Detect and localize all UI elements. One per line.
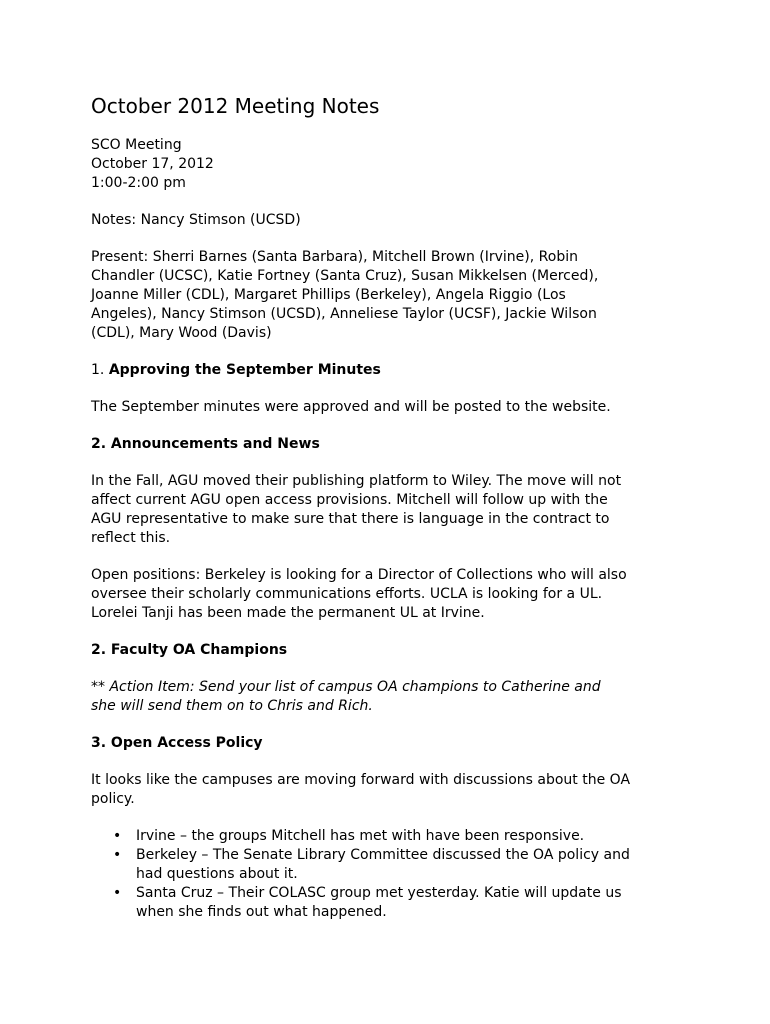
paragraph-line: The September minutes were approved and will be posted to the website. (91, 399, 611, 415)
attendees-line: (CDL), Mary Wood (Davis) (91, 325, 272, 341)
paragraph-line: It looks like the campuses are moving forward with discussions about the OA (91, 772, 631, 788)
action-item-line: she will send them on to Chris and Rich. (91, 698, 373, 714)
announcements-paragraph-agu (91, 472, 691, 548)
paragraph-line: affect current AGU open access provisions. Mitchell will follow up with the (91, 492, 608, 508)
attendees-line: Present: Sherri Barnes (Santa Barbara), Mitchell Brown (Irvine), Robin (91, 249, 578, 265)
action-item-line: ** Action Item: Send your list of campus OA champions to Catherine and (91, 679, 601, 695)
document-title: October 2012 Meeting Notes (91, 94, 380, 118)
list-item-line: Berkeley – The Senate Library Committee discussed the OA policy and (136, 847, 630, 863)
paragraph-line: oversee their scholarly communications efforts. UCLA is looking for a UL. (91, 586, 603, 602)
approving-minutes-paragraph (91, 398, 691, 417)
paragraph-line: In the Fall, AGU moved their publishing platform to Wiley. The move will not (91, 473, 622, 489)
paragraph-line: AGU representative to make sure that there is language in the contract to (91, 511, 610, 527)
paragraph-line: reflect this. (91, 530, 171, 546)
list-item-line: had questions about it. (136, 866, 298, 882)
attendees-line: Chandler (UCSC), Katie Fortney (Santa Cruz), Susan Mikkelsen (Merced), (91, 268, 599, 284)
bullet-icon: • (113, 847, 122, 863)
list-item-line: Santa Cruz – Their COLASC group met yesterday. Katie will update us (136, 885, 622, 901)
notes-by (91, 211, 691, 230)
bullet-icon: • (113, 885, 122, 901)
attendees-paragraph (91, 248, 691, 343)
section-heading-text: Approving the September Minutes (108, 362, 381, 378)
paragraph-line: Lorelei Tanji has been made the permanent UL at Irvine. (91, 605, 485, 621)
meeting-time: 1:00-2:00 pm (91, 175, 186, 191)
list-item-line: when she finds out what happened. (136, 904, 387, 920)
section-number: 1. (91, 362, 109, 378)
section-heading-approving-minutes (91, 361, 691, 380)
meeting-name: SCO Meeting (91, 137, 182, 153)
paragraph-line: Open positions: Berkeley is looking for a Director of Collections who will also (91, 567, 627, 583)
announcements-paragraph-positions (91, 566, 691, 623)
bullet-icon: • (113, 828, 122, 844)
attendees-line: Angeles), Nancy Stimson (UCSD), Anneliese Taylor (UCSF), Jackie Wilson (91, 306, 597, 322)
document-page (91, 93, 691, 922)
section-heading-open-access-policy: 3. Open Access Policy (91, 735, 263, 751)
open-access-intro (91, 771, 691, 809)
action-item (91, 678, 691, 716)
paragraph-line: policy. (91, 791, 135, 807)
list-item (91, 827, 691, 846)
campus-updates-list (91, 827, 691, 922)
section-heading-announcements: 2. Announcements and News (91, 436, 320, 452)
meeting-date: October 17, 2012 (91, 156, 214, 172)
list-item-line: Irvine – the groups Mitchell has met with have been responsive. (136, 828, 585, 844)
list-item (91, 884, 691, 922)
attendees-line: Joanne Miller (CDL), Margaret Phillips (Berkeley), Angela Riggio (Los (91, 287, 566, 303)
meeting-info (91, 136, 691, 193)
notes-by-text: Notes: Nancy Stimson (UCSD) (91, 212, 301, 228)
section-heading-faculty-oa-champions: 2. Faculty OA Champions (91, 642, 288, 658)
list-item (91, 846, 691, 884)
